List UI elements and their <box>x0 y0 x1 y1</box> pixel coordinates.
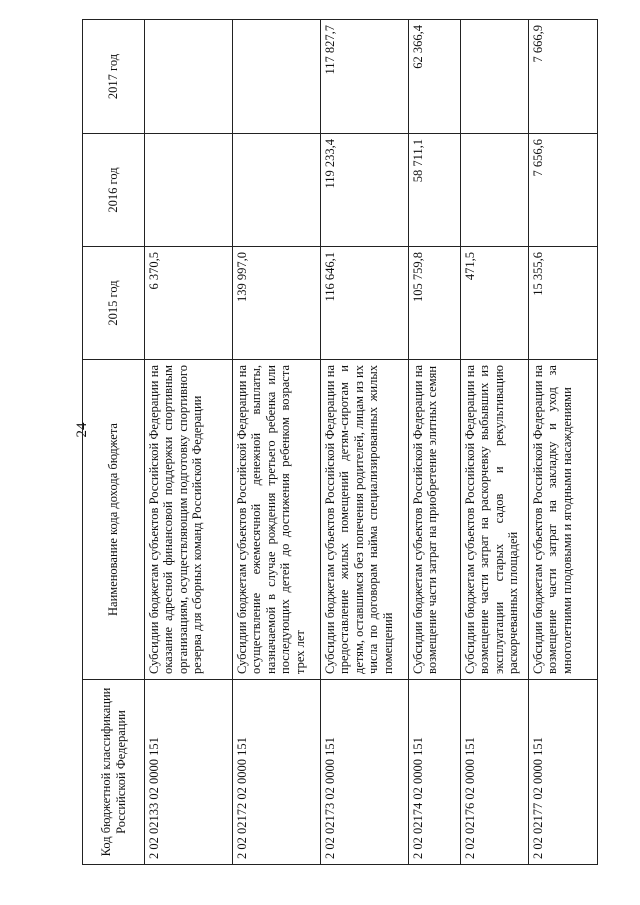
table-row <box>145 20 233 865</box>
row-2016: 58 711,1 <box>409 134 461 247</box>
row-2016 <box>461 134 529 247</box>
row-2016: 119 233,4 <box>321 134 409 247</box>
row-2015: 471,5 <box>461 247 529 360</box>
row-2015: 105 759,8 <box>409 247 461 360</box>
row-code: 2 02 02174 02 0000 151 <box>409 680 461 865</box>
table-header-row <box>83 20 145 865</box>
table-row <box>409 20 461 865</box>
row-2017: 62 366,4 <box>409 20 461 134</box>
header-code: Код бюджетной классификации Российской Федерации <box>83 680 145 865</box>
row-2017: 117 827,7 <box>321 20 409 134</box>
row-2015: 15 355,6 <box>529 247 598 360</box>
table-row <box>233 20 321 865</box>
row-2015: 116 646,1 <box>321 247 409 360</box>
page-number: 24 <box>74 422 90 438</box>
row-2016: 7 656,6 <box>529 134 598 247</box>
row-2016 <box>233 134 321 247</box>
row-name: Субсидии бюджетам субъектов Российской Федерации на оказание адресной финансовой поддержки спортивным организациям, осуществляющим подготовку спортивного резерва для сборных команд Российской Федерации <box>145 360 233 680</box>
row-name: Субсидии бюджетам субъектов Российской Федерации на осуществление ежемесячной денежной выплаты, назначаемой в случае рождения третьего ребенка или последующих детей до достижения ребенком возраста трех лет <box>233 360 321 680</box>
row-2015: 139 997,0 <box>233 247 321 360</box>
row-2016 <box>145 134 233 247</box>
row-2017 <box>145 20 233 134</box>
row-code: 2 02 02176 02 0000 151 <box>461 680 529 865</box>
row-code: 2 02 02173 02 0000 151 <box>321 680 409 865</box>
row-2017: 7 666,9 <box>529 20 598 134</box>
row-2017 <box>233 20 321 134</box>
table-row <box>529 20 598 865</box>
row-code: 2 02 02133 02 0000 151 <box>145 680 233 865</box>
budget-income-table <box>82 19 598 865</box>
row-name: Субсидии бюджетам субъектов Российской Федерации на возмещение части затрат на закладку и уход за многолетними плодовыми и ягодными насаждениями <box>529 360 598 680</box>
header-2017: 2017 год <box>83 20 145 134</box>
table-row <box>461 20 529 865</box>
row-name: Субсидии бюджетам субъектов Российской Федерации на возмещение части затрат на раскорчевку выбывших из эксплуатации старых садов и рекультивацию раскорчеванных площадей <box>461 360 529 680</box>
row-2015: 6 370,5 <box>145 247 233 360</box>
row-2017 <box>461 20 529 134</box>
row-name: Субсидии бюджетам субъектов Российской Федерации на предоставление жилых помещений детям-сиротам и детям, оставшимся без попечения родителей, лицам из их числа по договорам найма специализированных жилых помещений <box>321 360 409 680</box>
header-2016: 2016 год <box>83 134 145 247</box>
header-2015: 2015 год <box>83 247 145 360</box>
row-code: 2 02 02172 02 0000 151 <box>233 680 321 865</box>
row-code: 2 02 02177 02 0000 151 <box>529 680 598 865</box>
header-name: Наименование кода дохода бюджета <box>83 360 145 680</box>
table-row <box>321 20 409 865</box>
row-name: Субсидии бюджетам субъектов Российской Федерации на возмещение части затрат на приобретение элитных семян <box>409 360 461 680</box>
rotated-page <box>82 20 597 865</box>
